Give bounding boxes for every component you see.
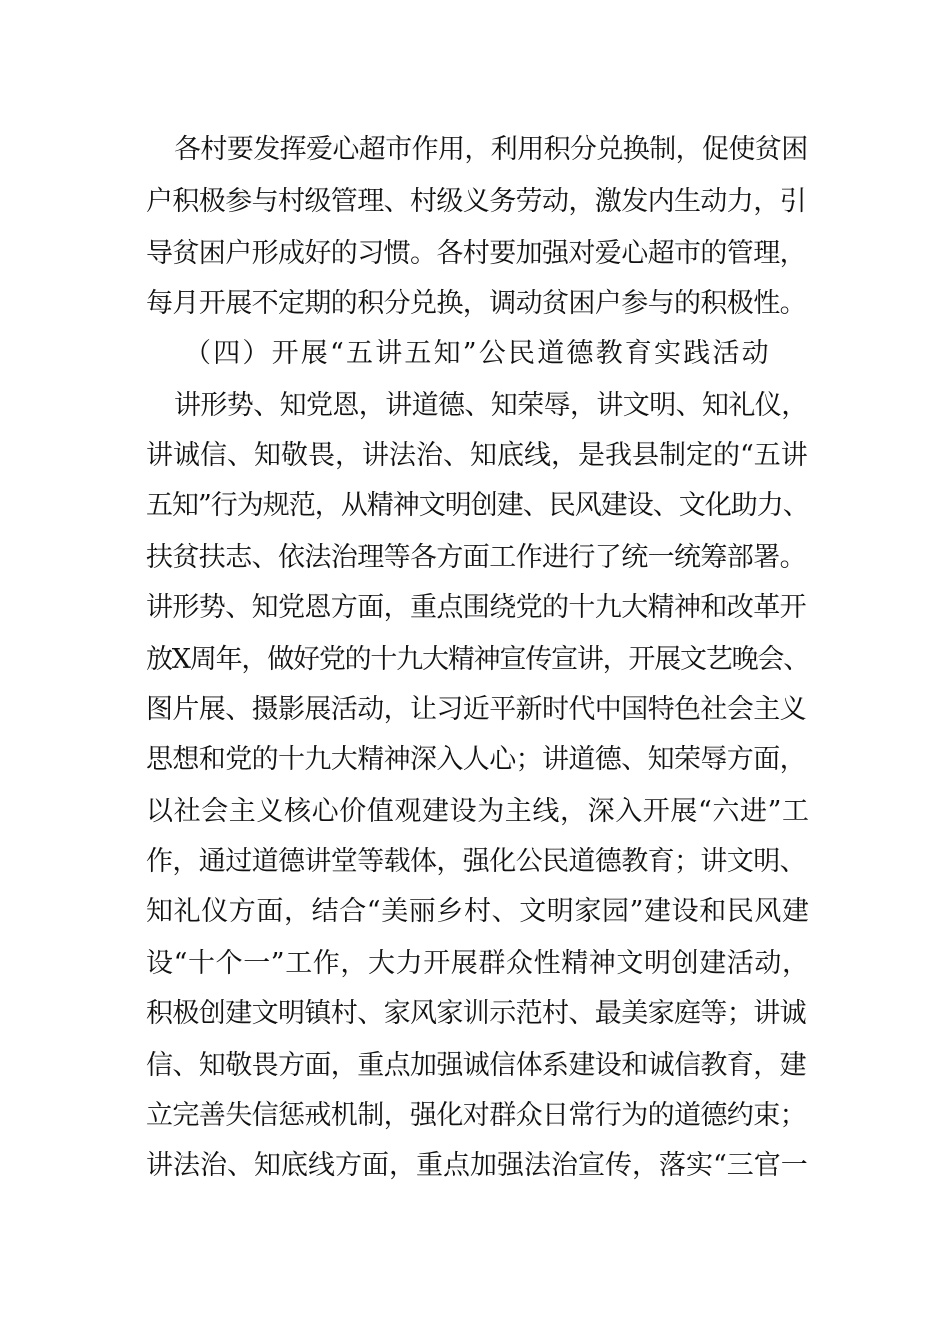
paragraph-line: 每月开展不定期的积分兑换，调动贫困户参与的积极性。 (146, 288, 806, 319)
paragraph-line: 导贫困户形成好的习惯。各村要加强对爱心超市的管理， (146, 238, 806, 269)
paragraph-line: 图片展、摄影展活动，让习近平新时代中国特色社会主义 (146, 694, 806, 725)
paragraph-line: 作，通过道德讲堂等载体，强化公民道德教育；讲文明、 (146, 846, 806, 877)
paragraph-line: 知礼仪方面，结合“美丽乡村、文明家园”建设和民风建 (146, 896, 810, 927)
paragraph-line: 信、知敬畏方面，重点加强诚信体系建设和诚信教育，建 (146, 1050, 806, 1081)
paragraph-line: 讲法治、知底线方面，重点加强法治宣传，落实“三官一 (146, 1150, 808, 1181)
paragraph-line: 户积极参与村级管理、村级义务劳动，激发内生动力，引 (146, 186, 806, 217)
paragraph-line: 讲形势、知党恩方面，重点围绕党的十九大精神和改革开 (146, 592, 806, 623)
paragraph-line: 以社会主义核心价值观建设为主线，深入开展“六进”工 (146, 796, 810, 827)
paragraph-line: 各村要发挥爱心超市作用，利用积分兑换制，促使贫困 (174, 134, 808, 165)
paragraph-line: 讲诚信、知敬畏，讲法治、知底线，是我县制定的“五讲 (146, 440, 808, 471)
paragraph-line: 放X周年，做好党的十九大精神宣传宣讲，开展文艺晚会、 (146, 644, 810, 675)
paragraph-line: 五知”行为规范，从精神文明创建、民风建设、文化助力、 (146, 490, 809, 521)
section-heading: （四）开展“五讲五知”公民道德教育实践活动 (184, 338, 771, 369)
paragraph-line: 设“十个一”工作，大力开展群众性精神文明创建活动， (146, 948, 810, 979)
paragraph-line: 积极创建文明镇村、家风家训示范村、最美家庭等；讲诚 (146, 998, 806, 1029)
paragraph-line: 立完善失信惩戒机制，强化对群众日常行为的道德约束； (146, 1100, 806, 1131)
paragraph-line: 思想和党的十九大精神深入人心；讲道德、知荣辱方面， (146, 744, 806, 775)
paragraph-line: 扶贫扶志、依法治理等各方面工作进行了统一统筹部署。 (146, 542, 806, 573)
paragraph-line: 讲形势、知党恩，讲道德、知荣辱，讲文明、知礼仪， (174, 390, 808, 421)
